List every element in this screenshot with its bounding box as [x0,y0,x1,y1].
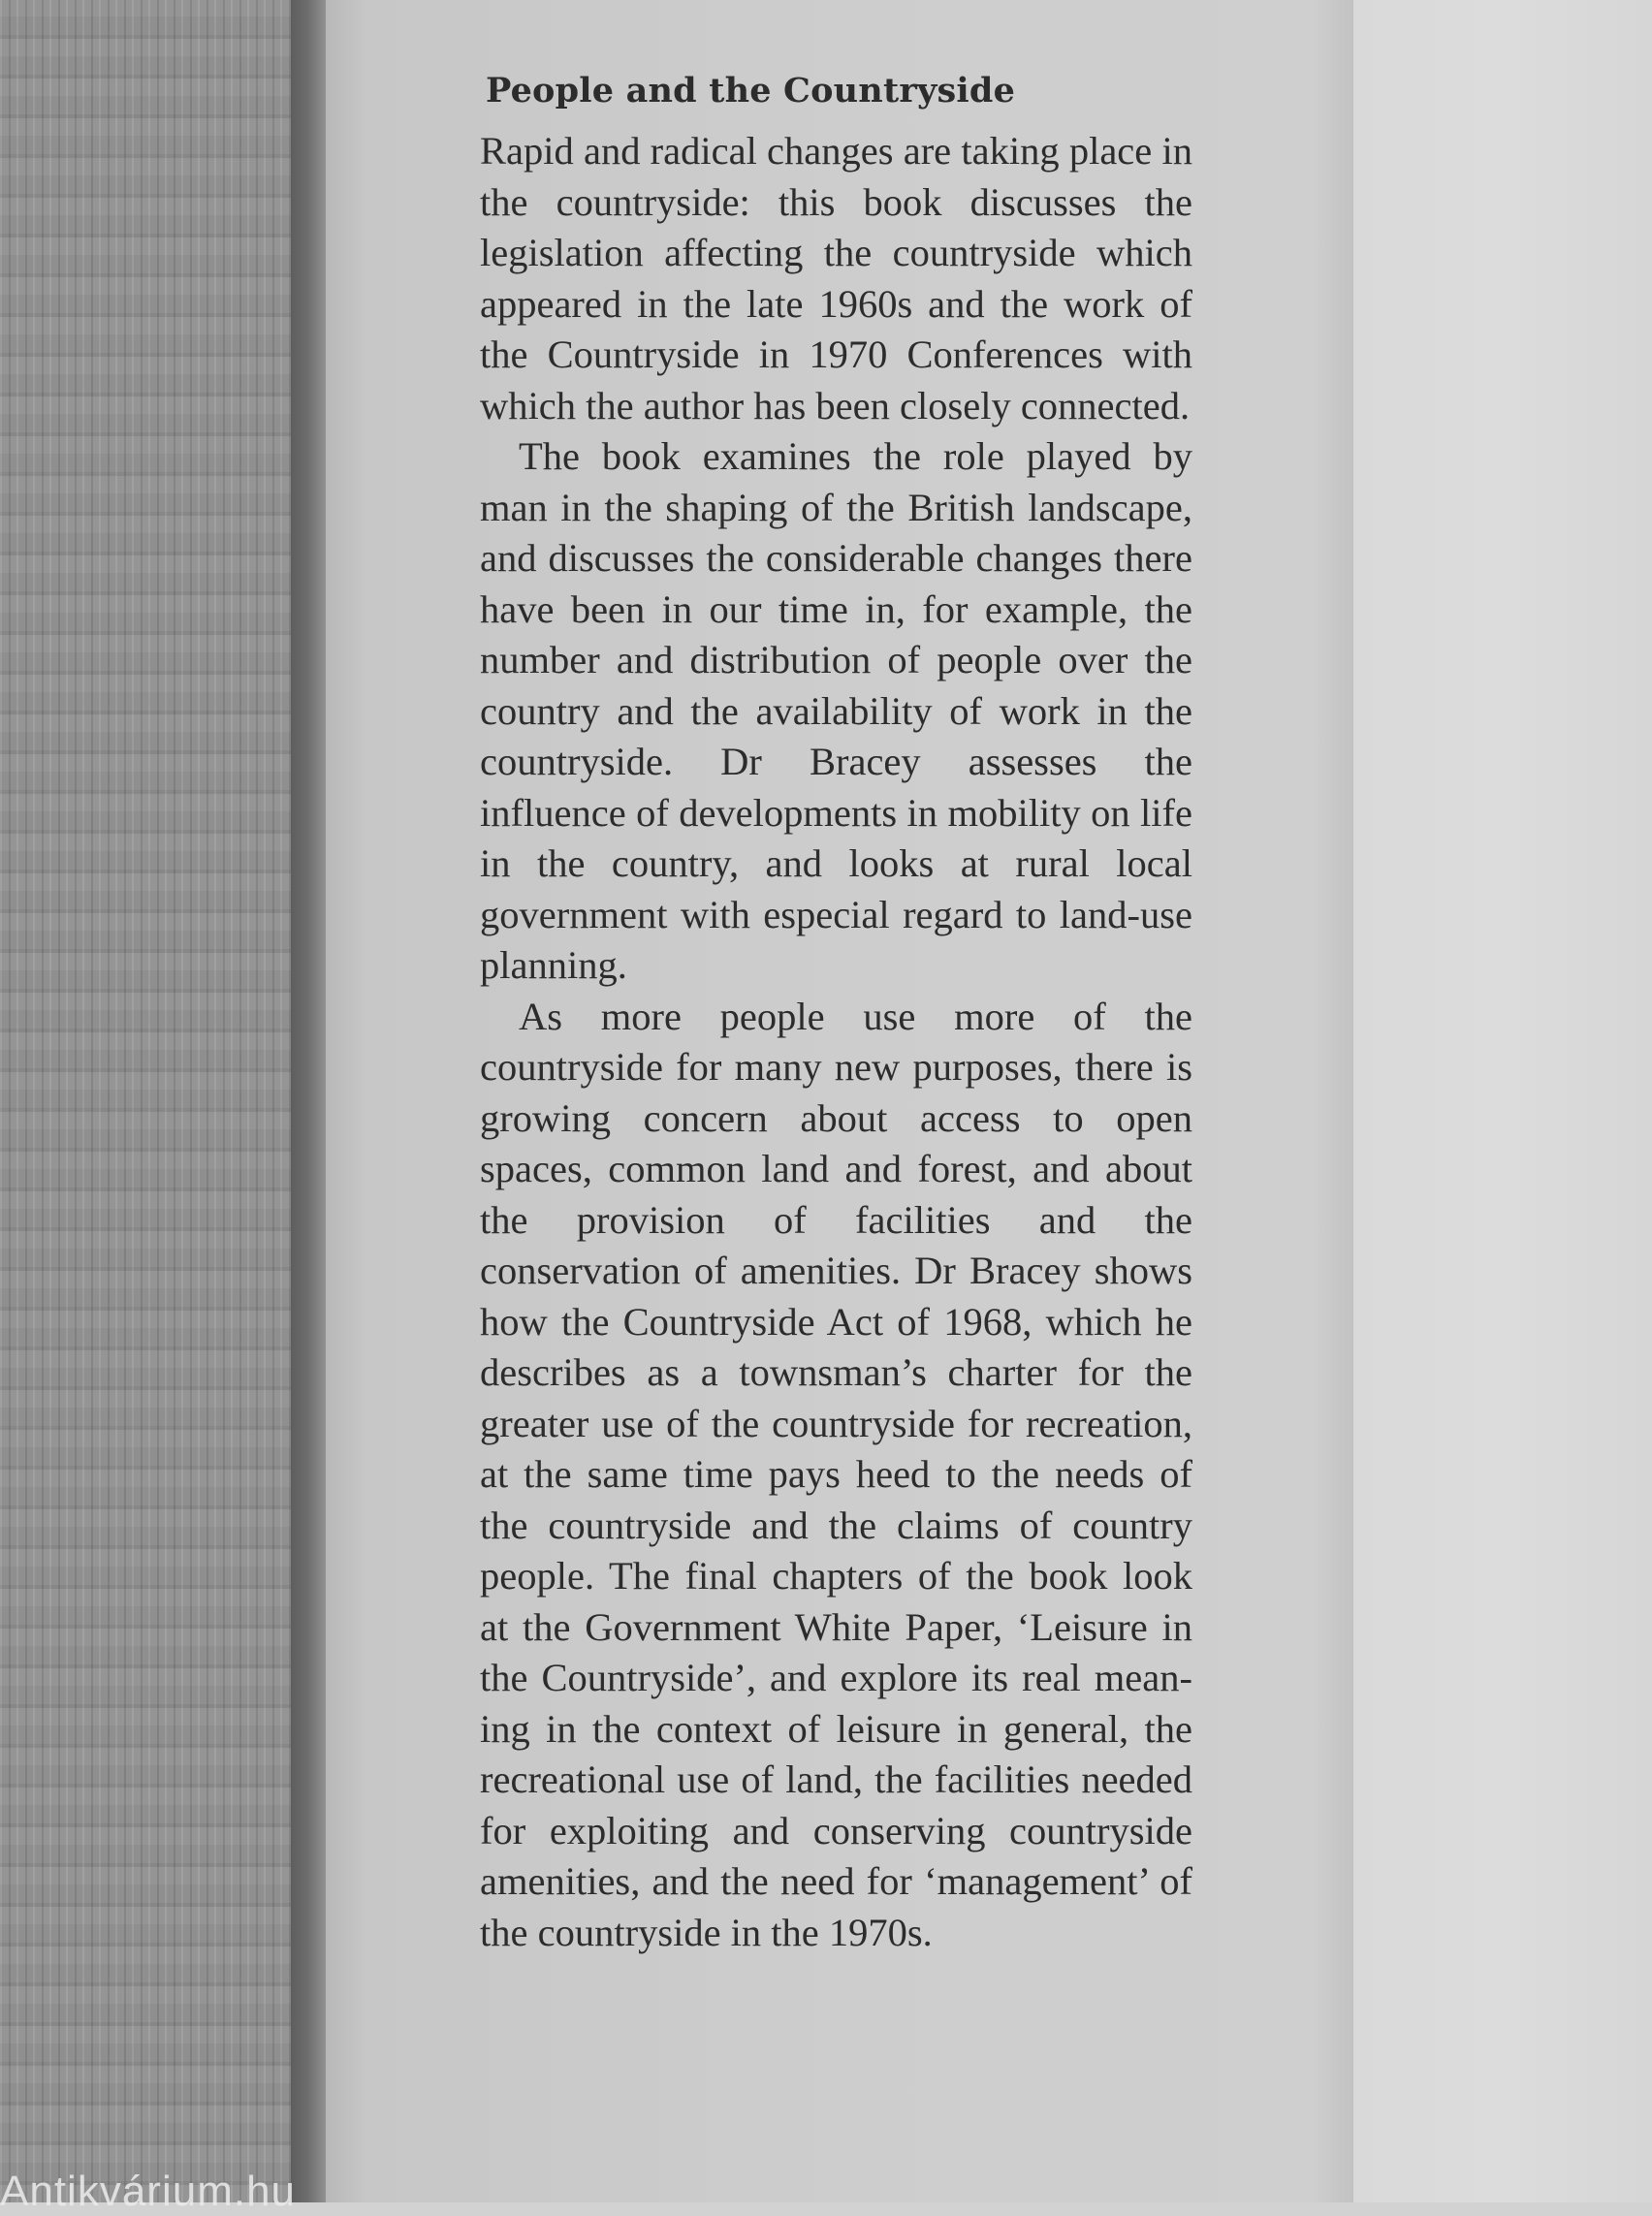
paragraph-intro: Rapid and radical changes are taking place in the countryside: this book discusses the legislation affecting the countryside which appeared in the late 1960s and the work of the Countryside in 1970 Conferences with which the author has been closely connected. [480,129,1192,427]
page-title: People and the Countryside [486,71,1016,111]
paragraph-landscape: The book examines the role played by man in the shaping of the British landscape, and discusses the considerable changes there have been in our time in, for example, the number and distribution of people over the country and the availability of work in the countryside. Dr Bracey assesses the influence of developments in mobility on life in the country, and looks at rural local government with especial regard to land-use planning. [480,434,1192,987]
flap-text-block [480,66,1192,1958]
paragraph-leisure: As more people use more of the countryside for many new purposes, there is growing concern about access to open spaces, common land and forest, and about the provision of facilities and the conservation of amenities. Dr Bracey shows how the Countryside Act of 1968, which he describes as a townsman’s charter for the greater use of the countryside for recreation, at the same time pays heed to the needs of the countryside and the claims of country people. The final chapters of the book look at the Government White Paper, ‘Leisure in the Countryside’, and explore its real meaning in the context of leisure in general, the recreational use of land, the facilities needed for exploiting and conserving countryside amenities, and the need for ‘management’ of the countryside in the 1970s. [480,994,1192,1954]
right-background [1353,0,1652,2202]
book-spine-shadow [291,0,330,2202]
left-background-board [0,0,308,2202]
watermark: Antikvárium.hu [0,2168,297,2215]
